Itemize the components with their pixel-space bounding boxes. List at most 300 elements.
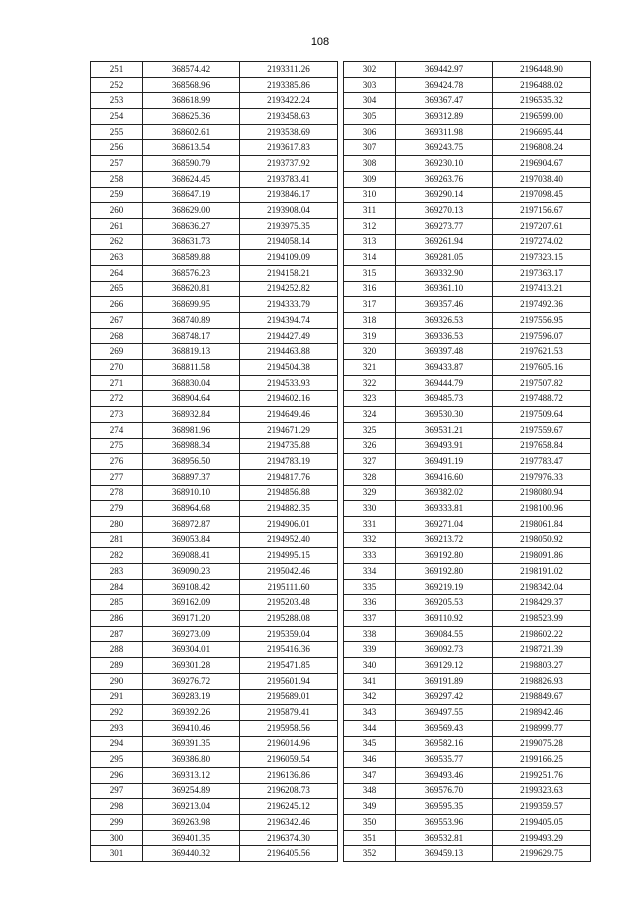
table-row [91, 579, 338, 595]
point-number-cell: 260 [91, 203, 143, 219]
y-coordinate-cell: 2194158.21 [240, 265, 338, 281]
table-row [91, 658, 338, 674]
x-coordinate-cell: 369108.42 [143, 579, 240, 595]
point-number-cell: 342 [344, 689, 396, 705]
point-number-cell: 308 [344, 156, 396, 172]
table-row [91, 375, 338, 391]
table-row [344, 391, 591, 407]
table-row [91, 767, 338, 783]
x-coordinate-cell: 369357.46 [396, 297, 493, 313]
x-coordinate-cell: 369283.19 [143, 689, 240, 705]
y-coordinate-cell: 2196245.12 [240, 799, 338, 815]
y-coordinate-cell: 2199323.63 [493, 783, 591, 799]
table-row [91, 77, 338, 93]
table-row [91, 297, 338, 313]
point-number-cell: 256 [91, 140, 143, 156]
y-coordinate-cell: 2195879.41 [240, 705, 338, 721]
point-number-cell: 321 [344, 360, 396, 376]
x-coordinate-cell: 368897.37 [143, 469, 240, 485]
y-coordinate-cell: 2193783.41 [240, 171, 338, 187]
point-number-cell: 287 [91, 626, 143, 642]
point-number-cell: 294 [91, 736, 143, 752]
table-row [344, 328, 591, 344]
x-coordinate-cell: 369271.04 [396, 516, 493, 532]
y-coordinate-cell: 2194649.46 [240, 407, 338, 423]
y-coordinate-cell: 2198721.39 [493, 642, 591, 658]
point-number-cell: 254 [91, 109, 143, 125]
y-coordinate-cell: 2199075.28 [493, 736, 591, 752]
y-coordinate-cell: 2195958.56 [240, 720, 338, 736]
point-number-cell: 313 [344, 234, 396, 250]
point-number-cell: 335 [344, 579, 396, 595]
point-number-cell: 326 [344, 438, 396, 454]
point-number-cell: 268 [91, 328, 143, 344]
table-row [91, 564, 338, 580]
x-coordinate-cell: 369531.21 [396, 422, 493, 438]
y-coordinate-cell: 2196014.96 [240, 736, 338, 752]
table-row [344, 815, 591, 831]
point-number-cell: 251 [91, 62, 143, 78]
y-coordinate-cell: 2199629.75 [493, 846, 591, 862]
y-coordinate-cell: 2198826.93 [493, 673, 591, 689]
table-row [91, 140, 338, 156]
x-coordinate-cell: 369219.19 [396, 579, 493, 595]
y-coordinate-cell: 2196374.30 [240, 830, 338, 846]
x-coordinate-cell: 369582.16 [396, 736, 493, 752]
x-coordinate-cell: 368699.95 [143, 297, 240, 313]
x-coordinate-cell: 369392.26 [143, 705, 240, 721]
y-coordinate-cell: 2194109.09 [240, 250, 338, 266]
y-coordinate-cell: 2197556.95 [493, 313, 591, 329]
point-number-cell: 345 [344, 736, 396, 752]
x-coordinate-cell: 368629.00 [143, 203, 240, 219]
table-row [344, 846, 591, 862]
y-coordinate-cell: 2195288.08 [240, 611, 338, 627]
point-number-cell: 343 [344, 705, 396, 721]
point-number-cell: 289 [91, 658, 143, 674]
x-coordinate-cell: 369273.77 [396, 218, 493, 234]
y-coordinate-cell: 2193908.04 [240, 203, 338, 219]
table-row [344, 673, 591, 689]
point-number-cell: 291 [91, 689, 143, 705]
x-coordinate-cell: 369553.96 [396, 815, 493, 831]
x-coordinate-cell: 369444.79 [396, 375, 493, 391]
table-row [344, 360, 591, 376]
point-number-cell: 278 [91, 485, 143, 501]
point-number-cell: 319 [344, 328, 396, 344]
point-number-cell: 320 [344, 344, 396, 360]
point-number-cell: 336 [344, 595, 396, 611]
table-row [344, 485, 591, 501]
point-number-cell: 299 [91, 815, 143, 831]
table-row [344, 595, 591, 611]
y-coordinate-cell: 2198091.86 [493, 548, 591, 564]
table-row [91, 830, 338, 846]
point-number-cell: 272 [91, 391, 143, 407]
table-row [91, 673, 338, 689]
y-coordinate-cell: 2194394.74 [240, 313, 338, 329]
table-row [91, 532, 338, 548]
point-number-cell: 339 [344, 642, 396, 658]
table-row [344, 62, 591, 78]
y-coordinate-cell: 2197038.40 [493, 171, 591, 187]
x-coordinate-cell: 369433.87 [396, 360, 493, 376]
point-number-cell: 323 [344, 391, 396, 407]
x-coordinate-cell: 368574.42 [143, 62, 240, 78]
point-number-cell: 273 [91, 407, 143, 423]
point-number-cell: 330 [344, 501, 396, 517]
y-coordinate-cell: 2196535.32 [493, 93, 591, 109]
table-row [91, 250, 338, 266]
point-number-cell: 257 [91, 156, 143, 172]
y-coordinate-cell: 2197783.47 [493, 454, 591, 470]
table-row [91, 485, 338, 501]
table-row [91, 187, 338, 203]
x-coordinate-cell: 369485.73 [396, 391, 493, 407]
table-row [344, 344, 591, 360]
x-coordinate-cell: 368964.68 [143, 501, 240, 517]
table-row [91, 846, 338, 862]
y-coordinate-cell: 2197413.21 [493, 281, 591, 297]
y-coordinate-cell: 2194671.29 [240, 422, 338, 438]
x-coordinate-cell: 369530.30 [396, 407, 493, 423]
table-row [344, 156, 591, 172]
y-coordinate-cell: 2197658.84 [493, 438, 591, 454]
point-number-cell: 290 [91, 673, 143, 689]
point-number-cell: 282 [91, 548, 143, 564]
point-number-cell: 284 [91, 579, 143, 595]
point-number-cell: 334 [344, 564, 396, 580]
y-coordinate-cell: 2197509.64 [493, 407, 591, 423]
x-coordinate-cell: 369090.23 [143, 564, 240, 580]
table-row [91, 454, 338, 470]
y-coordinate-cell: 2199166.25 [493, 752, 591, 768]
y-coordinate-cell: 2194333.79 [240, 297, 338, 313]
table-row [344, 501, 591, 517]
table-row [344, 783, 591, 799]
x-coordinate-cell: 369311.98 [396, 124, 493, 140]
table-row [91, 171, 338, 187]
x-coordinate-cell: 369088.41 [143, 548, 240, 564]
x-coordinate-cell: 368590.79 [143, 156, 240, 172]
y-coordinate-cell: 2196342.46 [240, 815, 338, 831]
y-coordinate-cell: 2194252.82 [240, 281, 338, 297]
y-coordinate-cell: 2196208.73 [240, 783, 338, 799]
y-coordinate-cell: 2198849.67 [493, 689, 591, 705]
y-coordinate-cell: 2194427.49 [240, 328, 338, 344]
table-row [91, 469, 338, 485]
table-row [344, 767, 591, 783]
y-coordinate-cell: 2196808.24 [493, 140, 591, 156]
table-row [344, 626, 591, 642]
y-coordinate-cell: 2198429.37 [493, 595, 591, 611]
point-number-cell: 265 [91, 281, 143, 297]
table-row [91, 548, 338, 564]
y-coordinate-cell: 2197621.53 [493, 344, 591, 360]
point-number-cell: 266 [91, 297, 143, 313]
table-row [91, 360, 338, 376]
x-coordinate-cell: 369333.81 [396, 501, 493, 517]
y-coordinate-cell: 2194906.01 [240, 516, 338, 532]
x-coordinate-cell: 369326.53 [396, 313, 493, 329]
x-coordinate-cell: 369301.28 [143, 658, 240, 674]
table-row [344, 564, 591, 580]
table-row [91, 265, 338, 281]
table-row [344, 313, 591, 329]
x-coordinate-cell: 369491.19 [396, 454, 493, 470]
y-coordinate-cell: 2194952.40 [240, 532, 338, 548]
table-row [344, 642, 591, 658]
table-row [91, 234, 338, 250]
point-number-cell: 332 [344, 532, 396, 548]
x-coordinate-cell: 368636.27 [143, 218, 240, 234]
table-row [91, 124, 338, 140]
x-coordinate-cell: 369440.32 [143, 846, 240, 862]
y-coordinate-cell: 2197098.45 [493, 187, 591, 203]
table-row [344, 454, 591, 470]
y-coordinate-cell: 2195416.36 [240, 642, 338, 658]
table-row [344, 752, 591, 768]
y-coordinate-cell: 2194504.38 [240, 360, 338, 376]
x-coordinate-cell: 369110.92 [396, 611, 493, 627]
x-coordinate-cell: 369576.70 [396, 783, 493, 799]
table-row [344, 830, 591, 846]
x-coordinate-cell: 368972.87 [143, 516, 240, 532]
x-coordinate-cell: 368620.81 [143, 281, 240, 297]
x-coordinate-cell: 369386.80 [143, 752, 240, 768]
y-coordinate-cell: 2196904.67 [493, 156, 591, 172]
x-coordinate-cell: 369053.84 [143, 532, 240, 548]
x-coordinate-cell: 369290.14 [396, 187, 493, 203]
x-coordinate-cell: 369230.10 [396, 156, 493, 172]
y-coordinate-cell: 2196448.90 [493, 62, 591, 78]
point-number-cell: 312 [344, 218, 396, 234]
table-row [91, 203, 338, 219]
y-coordinate-cell: 2195471.85 [240, 658, 338, 674]
table-row [91, 783, 338, 799]
point-number-cell: 302 [344, 62, 396, 78]
table-row [91, 626, 338, 642]
point-number-cell: 351 [344, 830, 396, 846]
y-coordinate-cell: 2199493.29 [493, 830, 591, 846]
x-coordinate-cell: 369273.09 [143, 626, 240, 642]
y-coordinate-cell: 2194463.88 [240, 344, 338, 360]
point-number-cell: 286 [91, 611, 143, 627]
x-coordinate-cell: 368819.13 [143, 344, 240, 360]
point-number-cell: 333 [344, 548, 396, 564]
point-number-cell: 324 [344, 407, 396, 423]
point-number-cell: 298 [91, 799, 143, 815]
x-coordinate-cell: 369459.13 [396, 846, 493, 862]
point-number-cell: 310 [344, 187, 396, 203]
y-coordinate-cell: 2197976.33 [493, 469, 591, 485]
y-coordinate-cell: 2195689.01 [240, 689, 338, 705]
point-number-cell: 352 [344, 846, 396, 862]
table-row [91, 689, 338, 705]
table-row [344, 77, 591, 93]
y-coordinate-cell: 2198191.02 [493, 564, 591, 580]
table-row [91, 422, 338, 438]
x-coordinate-cell: 369361.10 [396, 281, 493, 297]
y-coordinate-cell: 2196488.02 [493, 77, 591, 93]
y-coordinate-cell: 2198523.99 [493, 611, 591, 627]
point-number-cell: 280 [91, 516, 143, 532]
table-row [344, 532, 591, 548]
x-coordinate-cell: 369171.20 [143, 611, 240, 627]
point-number-cell: 317 [344, 297, 396, 313]
point-number-cell: 322 [344, 375, 396, 391]
x-coordinate-cell: 369276.72 [143, 673, 240, 689]
point-number-cell: 279 [91, 501, 143, 517]
table-row [91, 391, 338, 407]
table-row [91, 752, 338, 768]
point-number-cell: 304 [344, 93, 396, 109]
table-row [91, 156, 338, 172]
point-number-cell: 261 [91, 218, 143, 234]
x-coordinate-cell: 369535.77 [396, 752, 493, 768]
y-coordinate-cell: 2197156.67 [493, 203, 591, 219]
x-coordinate-cell: 369382.02 [396, 485, 493, 501]
y-coordinate-cell: 2193617.83 [240, 140, 338, 156]
point-number-cell: 338 [344, 626, 396, 642]
table-row [344, 203, 591, 219]
table-row [91, 344, 338, 360]
table-row [344, 611, 591, 627]
point-number-cell: 347 [344, 767, 396, 783]
y-coordinate-cell: 2198803.27 [493, 658, 591, 674]
table-row [344, 234, 591, 250]
y-coordinate-cell: 2199405.05 [493, 815, 591, 831]
y-coordinate-cell: 2198061.84 [493, 516, 591, 532]
table-row [91, 705, 338, 721]
point-number-cell: 285 [91, 595, 143, 611]
y-coordinate-cell: 2196059.54 [240, 752, 338, 768]
point-number-cell: 329 [344, 485, 396, 501]
point-number-cell: 263 [91, 250, 143, 266]
y-coordinate-cell: 2197363.17 [493, 265, 591, 281]
point-number-cell: 341 [344, 673, 396, 689]
x-coordinate-cell: 368981.96 [143, 422, 240, 438]
x-coordinate-cell: 369243.75 [396, 140, 493, 156]
table-row [91, 218, 338, 234]
table-row [344, 124, 591, 140]
table-row [91, 62, 338, 78]
table-row [344, 250, 591, 266]
point-number-cell: 318 [344, 313, 396, 329]
point-number-cell: 259 [91, 187, 143, 203]
table-row [344, 799, 591, 815]
y-coordinate-cell: 2194602.16 [240, 391, 338, 407]
y-coordinate-cell: 2198999.77 [493, 720, 591, 736]
point-number-cell: 314 [344, 250, 396, 266]
y-coordinate-cell: 2194735.88 [240, 438, 338, 454]
x-coordinate-cell: 369493.46 [396, 767, 493, 783]
y-coordinate-cell: 2194817.76 [240, 469, 338, 485]
x-coordinate-cell: 369569.43 [396, 720, 493, 736]
y-coordinate-cell: 2194882.35 [240, 501, 338, 517]
x-coordinate-cell: 369312.89 [396, 109, 493, 125]
x-coordinate-cell: 369332.90 [396, 265, 493, 281]
point-number-cell: 253 [91, 93, 143, 109]
point-number-cell: 349 [344, 799, 396, 815]
x-coordinate-cell: 369192.80 [396, 548, 493, 564]
table-row [344, 705, 591, 721]
table-row [344, 438, 591, 454]
x-coordinate-cell: 368811.58 [143, 360, 240, 376]
y-coordinate-cell: 2193385.86 [240, 77, 338, 93]
x-coordinate-cell: 369263.98 [143, 815, 240, 831]
x-coordinate-cell: 369205.53 [396, 595, 493, 611]
y-coordinate-cell: 2198602.22 [493, 626, 591, 642]
y-coordinate-cell: 2195042.46 [240, 564, 338, 580]
table-row [344, 218, 591, 234]
y-coordinate-cell: 2197507.82 [493, 375, 591, 391]
y-coordinate-cell: 2194533.93 [240, 375, 338, 391]
point-number-cell: 255 [91, 124, 143, 140]
y-coordinate-cell: 2197207.61 [493, 218, 591, 234]
table-row [344, 548, 591, 564]
x-coordinate-cell: 369442.97 [396, 62, 493, 78]
y-coordinate-cell: 2198050.92 [493, 532, 591, 548]
x-coordinate-cell: 368631.73 [143, 234, 240, 250]
table-row [344, 579, 591, 595]
table-row [344, 281, 591, 297]
y-coordinate-cell: 2195601.94 [240, 673, 338, 689]
x-coordinate-cell: 368625.36 [143, 109, 240, 125]
y-coordinate-cell: 2197323.15 [493, 250, 591, 266]
point-number-cell: 346 [344, 752, 396, 768]
point-number-cell: 350 [344, 815, 396, 831]
point-number-cell: 297 [91, 783, 143, 799]
point-number-cell: 252 [91, 77, 143, 93]
point-number-cell: 275 [91, 438, 143, 454]
x-coordinate-cell: 369261.94 [396, 234, 493, 250]
y-coordinate-cell: 2198080.94 [493, 485, 591, 501]
y-coordinate-cell: 2194856.88 [240, 485, 338, 501]
point-number-cell: 316 [344, 281, 396, 297]
table-row [344, 297, 591, 313]
y-coordinate-cell: 2196599.00 [493, 109, 591, 125]
y-coordinate-cell: 2194783.19 [240, 454, 338, 470]
y-coordinate-cell: 2196695.44 [493, 124, 591, 140]
x-coordinate-cell: 369213.72 [396, 532, 493, 548]
x-coordinate-cell: 369162.09 [143, 595, 240, 611]
x-coordinate-cell: 368748.17 [143, 328, 240, 344]
table-row [344, 187, 591, 203]
y-coordinate-cell: 2198942.46 [493, 705, 591, 721]
point-number-cell: 292 [91, 705, 143, 721]
table-row [91, 281, 338, 297]
y-coordinate-cell: 2199251.76 [493, 767, 591, 783]
point-number-cell: 269 [91, 344, 143, 360]
x-coordinate-cell: 368830.04 [143, 375, 240, 391]
coordinates-table-left [90, 61, 338, 862]
point-number-cell: 271 [91, 375, 143, 391]
point-number-cell: 301 [91, 846, 143, 862]
x-coordinate-cell: 369410.46 [143, 720, 240, 736]
point-number-cell: 277 [91, 469, 143, 485]
table-row [344, 720, 591, 736]
x-coordinate-cell: 369084.55 [396, 626, 493, 642]
point-number-cell: 344 [344, 720, 396, 736]
point-number-cell: 348 [344, 783, 396, 799]
table-row [91, 595, 338, 611]
point-number-cell: 283 [91, 564, 143, 580]
point-number-cell: 309 [344, 171, 396, 187]
table-row [91, 736, 338, 752]
x-coordinate-cell: 369391.35 [143, 736, 240, 752]
point-number-cell: 315 [344, 265, 396, 281]
